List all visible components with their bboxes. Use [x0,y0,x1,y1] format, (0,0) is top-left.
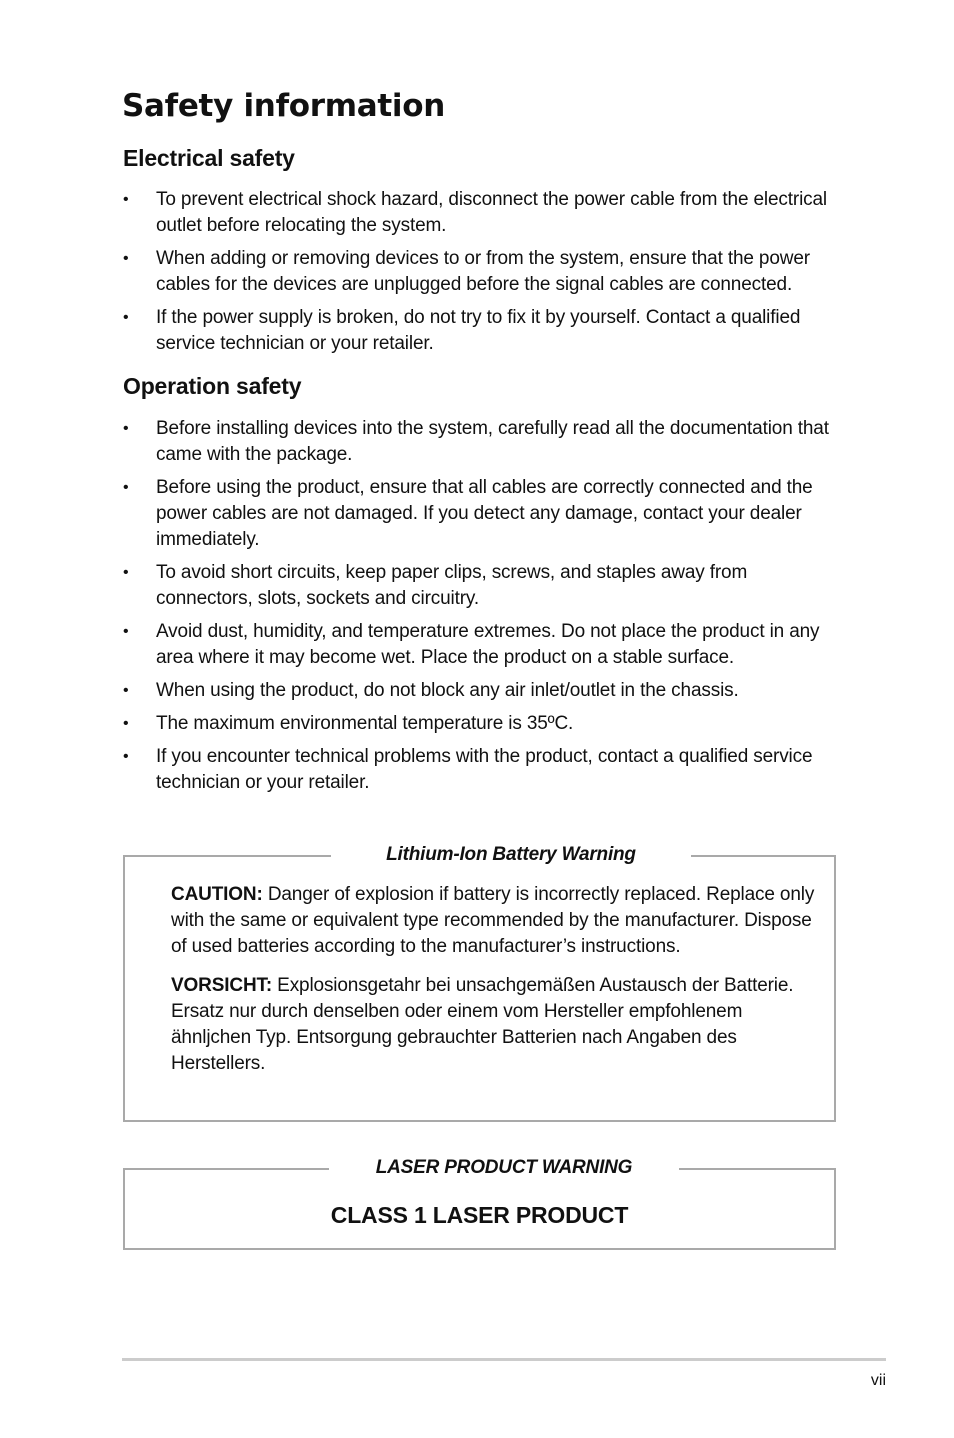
list-item-text: To prevent electrical shock hazard, disconnect the power cable from the electrical outlet before relocating the system. [156,189,827,236]
bullet-icon: • [123,191,129,208]
list-item-text: The maximum environmental temperature is 35ºC. [156,713,574,734]
bullet-icon: • [123,682,129,699]
battery-warning-box [123,844,836,1122]
laser-class-text: CLASS 1 LASER PRODUCT [330,1202,629,1228]
page-title: Safety information [122,88,445,124]
footer-divider [122,1358,886,1361]
electrical-safety-list [123,187,843,364]
list-item-text: To avoid short circuits, keep paper clips, screws, and staples away from connectors, slots, sockets and circuitry. [156,562,748,609]
bullet-icon: • [123,309,129,326]
list-item-text: If the power supply is broken, do not try to fix it by yourself. Contact a qualified service technician or your retailer. [156,307,801,354]
bullet-icon: • [123,479,129,496]
list-item-text: Before installing devices into the system, carefully read all the documentation that came with the package. [156,418,829,465]
vorsicht-text: Explosionsgetahr bei unsachgemäßen Austausch der Batterie. Ersatz nur durch denselben oder einem vom Hersteller empfohlenem ähnljchen Typ. Entsorgung gebrauchter Batterien nach Angaben des Herstellers. [171,975,794,1074]
bullet-icon: • [123,564,129,581]
battery-warning-label: Lithium-Ion Battery Warning [331,842,691,868]
page-number: vii [870,1372,886,1389]
list-item [123,416,843,468]
bullet-icon: • [123,623,129,640]
list-item [123,744,843,796]
list-item [123,711,843,737]
list-item [123,560,843,612]
list-item [123,619,843,671]
electrical-safety-heading: Electrical safety [123,145,295,171]
list-item [123,305,843,357]
list-item [123,475,843,553]
list-item-text: When using the product, do not block any air inlet/outlet in the chassis. [156,680,739,701]
laser-warning-label: LASER PRODUCT WARNING [329,1155,679,1181]
bullet-icon: • [123,250,129,267]
list-item-text: Before using the product, ensure that all cables are correctly connected and the power cables are not damaged. If you detect any damage, contact your dealer immediately. [156,477,813,550]
caution-label: CAUTION: [171,884,263,905]
list-item [123,187,843,239]
operation-safety-list [123,416,843,803]
list-item-text: When adding or removing devices to or from the system, ensure that the power cables for the devices are unplugged before the signal cables are connected. [156,248,810,295]
vorsicht-label: VORSICHT: [171,975,273,996]
caution-text: Danger of explosion if battery is incorrectly replaced. Replace only with the same or equivalent type recommended by the manufacturer. Dispose of used batteries according to the manufacturer’s instructions. [171,884,815,957]
vorsicht-paragraph [171,973,823,1077]
laser-warning-box [123,1157,836,1250]
bullet-icon: • [123,420,129,437]
operation-safety-heading: Operation safety [123,373,302,399]
list-item [123,678,843,704]
list-item-text: If you encounter technical problems with the product, contact a qualified service technician or your retailer. [156,746,813,793]
bullet-icon: • [123,715,129,732]
caution-paragraph [171,882,823,960]
list-item [123,246,843,298]
list-item-text: Avoid dust, humidity, and temperature extremes. Do not place the product in any area where it may become wet. Place the product on a stable surface. [156,621,820,668]
bullet-icon: • [123,748,129,765]
